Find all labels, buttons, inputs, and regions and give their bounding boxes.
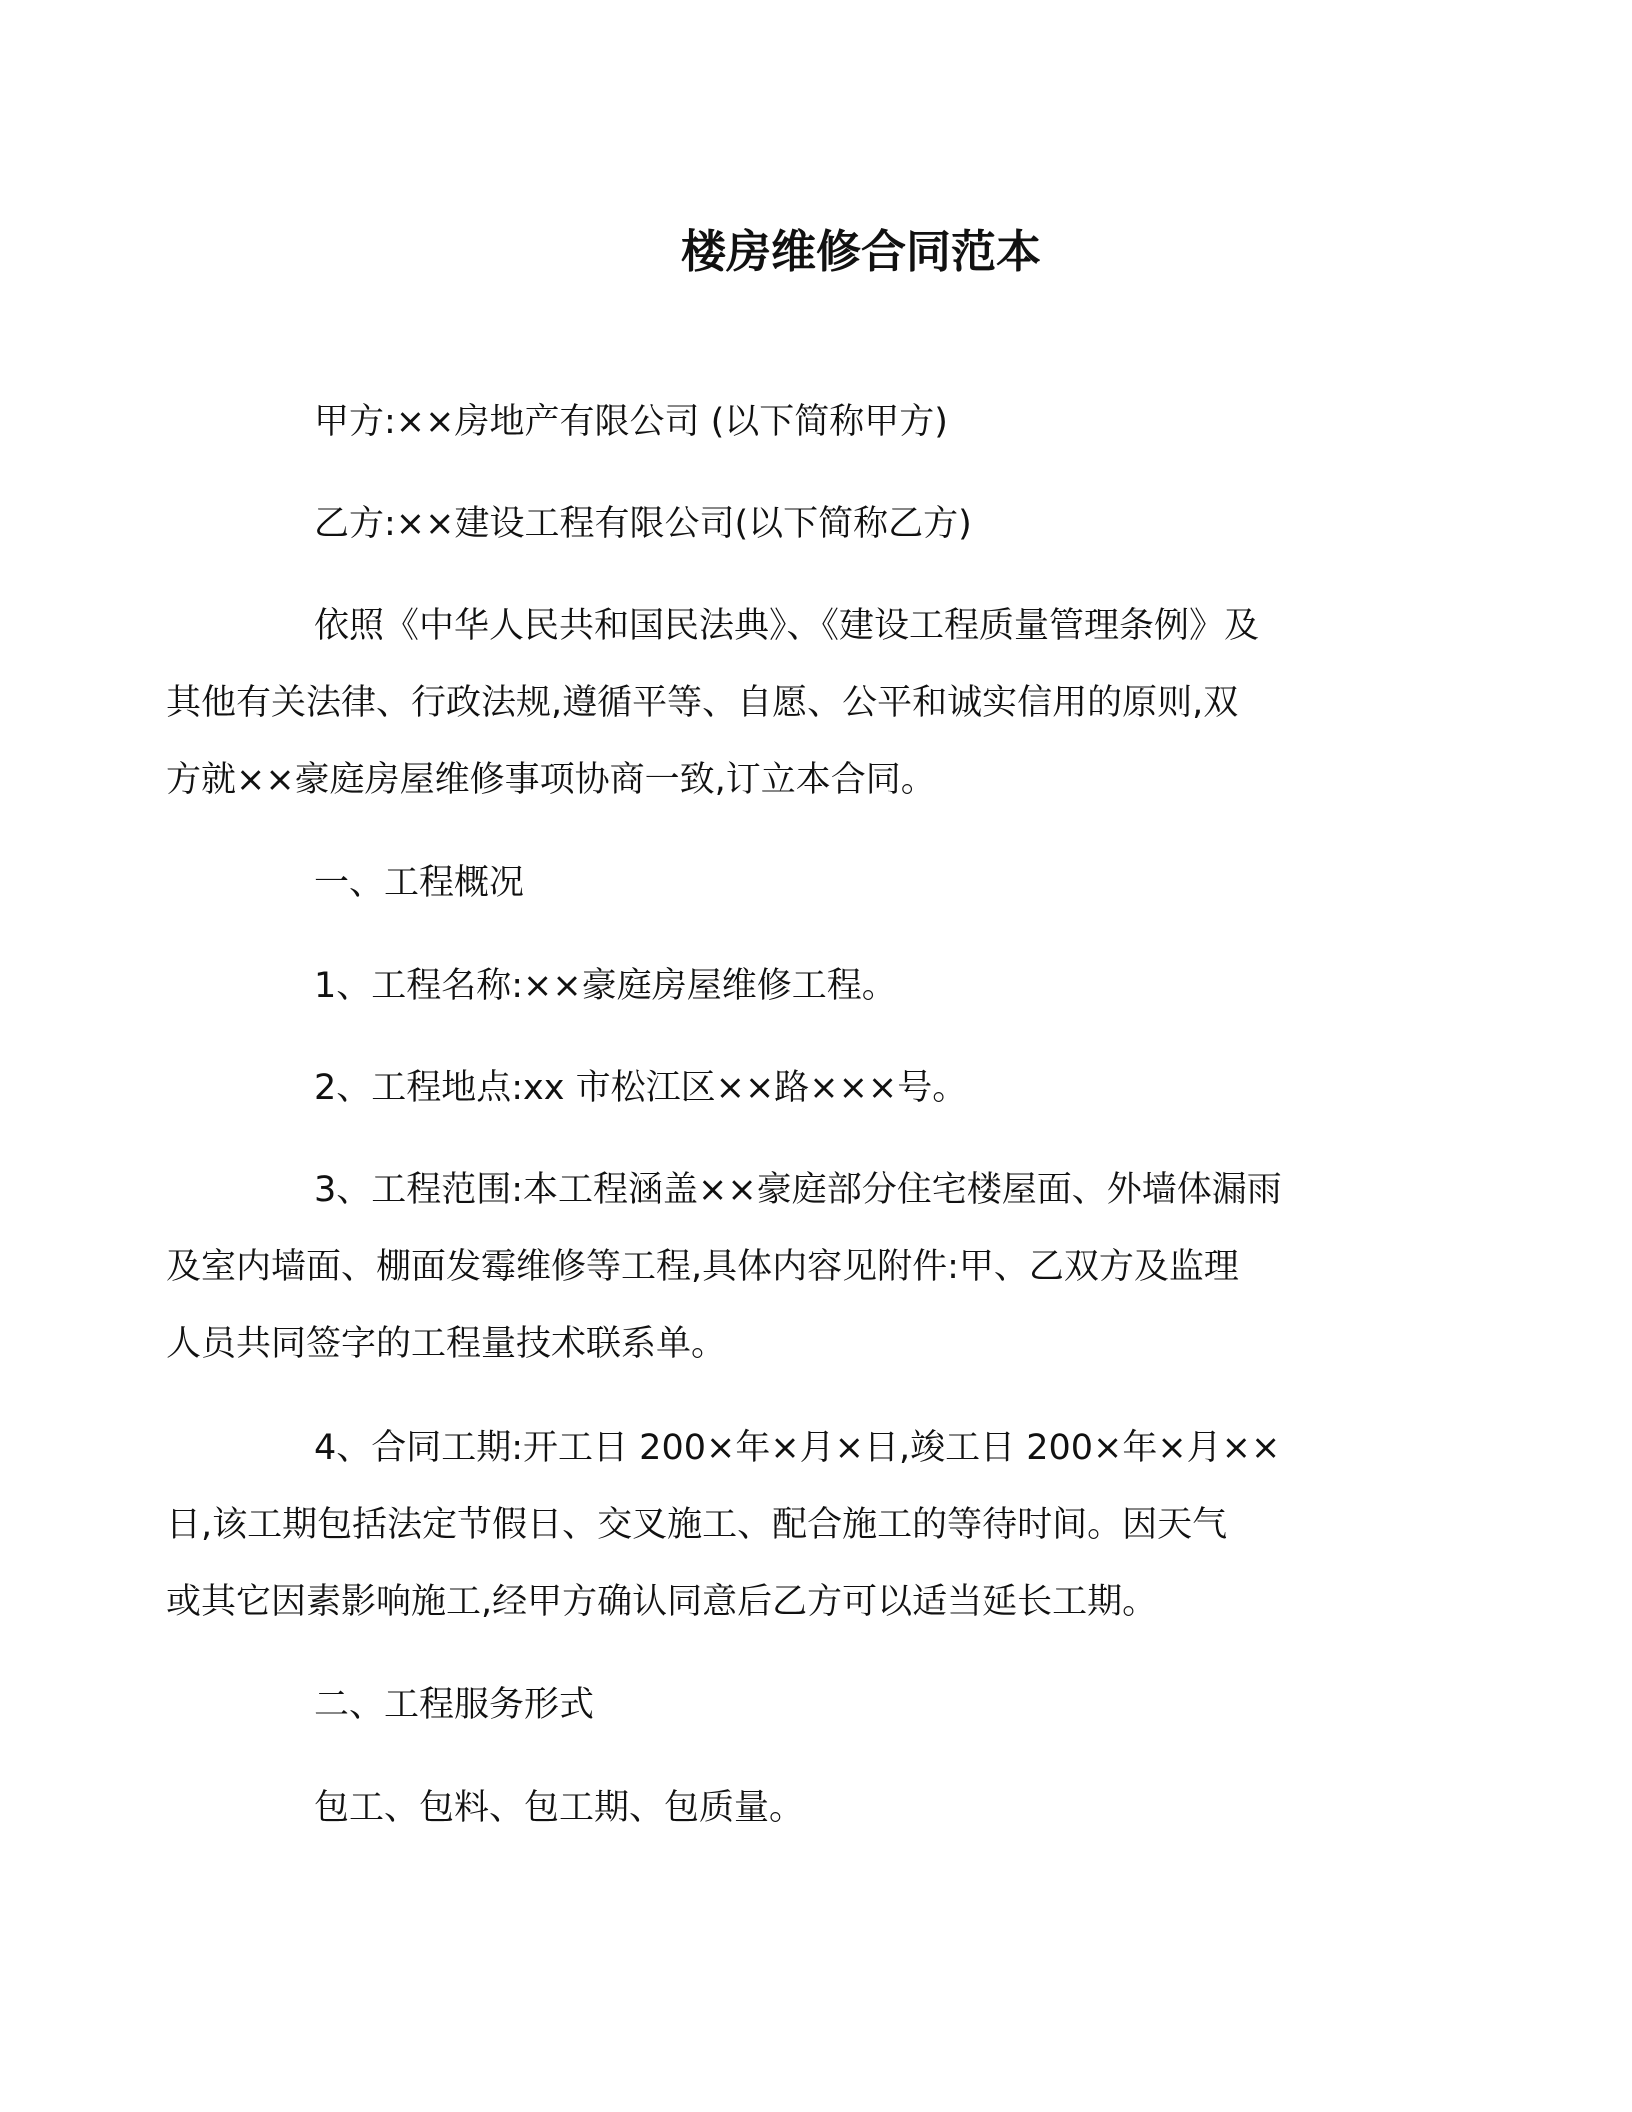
party-a-line — [240, 384, 1390, 461]
section-heading-1: 一、工程概况 — [314, 863, 525, 903]
item-4-line-1: 4、合同工期:开工日 200×年×月×日,竣工日 200×年×月×× — [314, 1428, 1281, 1468]
party-b-line — [240, 486, 1390, 563]
service-form-text: 包工、包料、包工期、包质量。 — [314, 1788, 805, 1828]
item-4-line-3: 或其它因素影响施工,经甲方确认同意后乙方可以适当延长工期。 — [166, 1582, 1158, 1622]
item-1-project-name: 1、工程名称:××豪庭房屋维修工程。 — [314, 966, 897, 1006]
section-heading-2: 二、工程服务形式 — [314, 1685, 595, 1725]
document-title: 楼房维修合同范本 — [680, 225, 1041, 278]
item-2-project-location: 2、工程地点:xx 市松江区××路×××号。 — [314, 1068, 968, 1108]
party-a-text: 甲方:××房地产有限公司 (以下简称甲方) — [314, 402, 948, 442]
item-3-line-3: 人员共同签字的工程量技术联系单。 — [166, 1324, 727, 1364]
preamble-line-1: 依照《中华人民共和国民法典》、《建设工程质量管理条例》及 — [314, 606, 1260, 646]
item-3-project-scope — [166, 1152, 1390, 1383]
item-3-line-2: 及室内墙面、棚面发霉维修等工程,具体内容见附件:甲、乙双方及监理 — [166, 1247, 1239, 1287]
preamble-line-3: 方就××豪庭房屋维修事项协商一致,订立本合同。 — [166, 760, 936, 800]
item-4-line-2: 日,该工期包括法定节假日、交叉施工、配合施工的等待时间。因天气 — [166, 1505, 1228, 1545]
party-b-text: 乙方:××建设工程有限公司(以下简称乙方) — [314, 504, 972, 544]
preamble-paragraph — [166, 588, 1390, 819]
item-3-line-1: 3、工程范围:本工程涵盖××豪庭部分住宅楼屋面、外墙体漏雨 — [314, 1170, 1282, 1210]
item-4-contract-period — [166, 1410, 1390, 1641]
preamble-line-2: 其他有关法律、行政法规,遵循平等、自愿、公平和诚实信用的原则,双 — [166, 683, 1239, 723]
